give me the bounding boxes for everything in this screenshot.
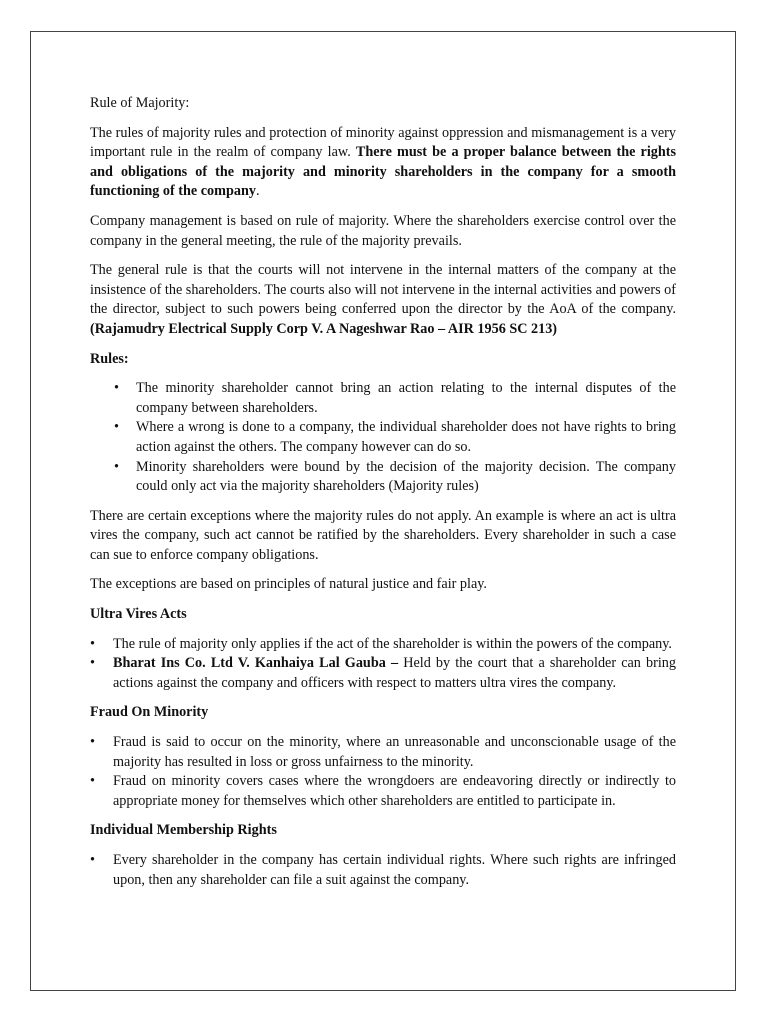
rules-list <box>90 379 676 497</box>
list-item: • Fraud on minority covers cases where the wrongdoers are endeavoring directly or indirectly to appropriate money for themselves which other shareholders are entitled to participate in. <box>90 772 676 811</box>
list-item: • Every shareholder in the company has certain individual rights. Where such rights are infringed upon, then any shareholder can file a suit against the company. <box>90 851 676 890</box>
list-item: • The minority shareholder cannot bring an action relating to the internal disputes of the company between shareholders. <box>90 379 676 418</box>
fraud-heading: Fraud On Minority <box>90 704 209 721</box>
intro-paragraph <box>90 124 676 202</box>
list-item: • Where a wrong is done to a company, the individual shareholder does not have rights to bring action against the others. The company however can do so. <box>90 418 676 457</box>
intro-end: . <box>255 183 260 200</box>
list-item: • The rule of majority only applies if the act of the shareholder is within the powers of the company. <box>90 635 676 655</box>
intro-text: The rules of majority rules and protection of minority against oppression and mismanagement is a very important rule in the realm of company law. <box>90 124 676 161</box>
intro-bold-text: There must be a proper balance between the rights and obligations of the majority and minority shareholders in the company for a smooth functioning of the company <box>90 144 676 200</box>
courts-text: The general rule is that the courts will not intervene in the internal matters of the company at the insistence of the shareholders. The courts also will not intervene in the internal activities and powers of the director, subject to such powers being conferred upon the director by the AoA of the company. <box>90 262 676 318</box>
exceptions-paragraph: There are certain exceptions where the majority rules do not apply. An example is where an act is ultra vires the company, such act cannot be ratified by the shareholders. Every shareholder in such a case can sue to enforce company obligations. <box>90 507 676 563</box>
case-holding: Held by the court that a shareholder can bring actions against the company and officers with respect to matters ultra vires the company. <box>113 655 676 691</box>
ultra-vires-heading: Ultra Vires Acts <box>90 606 187 623</box>
membership-heading: Individual Membership Rights <box>90 822 277 839</box>
case-citation: (Rajamudry Electrical Supply Corp V. A Nageshwar Rao – AIR 1956 SC 213) <box>90 320 558 337</box>
fraud-list <box>90 733 676 811</box>
case-name: Bharat Ins Co. Ltd V. Kanhaiya Lal Gauba – <box>113 655 399 672</box>
management-paragraph: Company management is based on rule of majority. Where the shareholders exercise control over the company in the general meeting, the rule of the majority prevails. <box>90 212 676 249</box>
rules-heading: Rules: <box>90 350 129 367</box>
exceptions-basis: The exceptions are based on principles of natural justice and fair play. <box>90 576 487 593</box>
list-item <box>90 654 676 693</box>
membership-list <box>90 851 676 890</box>
list-item: • Minority shareholders were bound by the decision of the majority decision. The company could only act via the majority shareholders (Majority rules) <box>90 458 676 497</box>
courts-paragraph <box>90 261 676 339</box>
ultra-vires-list <box>90 635 676 694</box>
document-title: Rule of Majority: <box>90 95 190 111</box>
list-item: • Fraud is said to occur on the minority, where an unreasonable and unconscionable usage of the majority has resulted in loss or gross unfairness to the minority. <box>90 733 676 772</box>
document-body <box>90 94 676 900</box>
